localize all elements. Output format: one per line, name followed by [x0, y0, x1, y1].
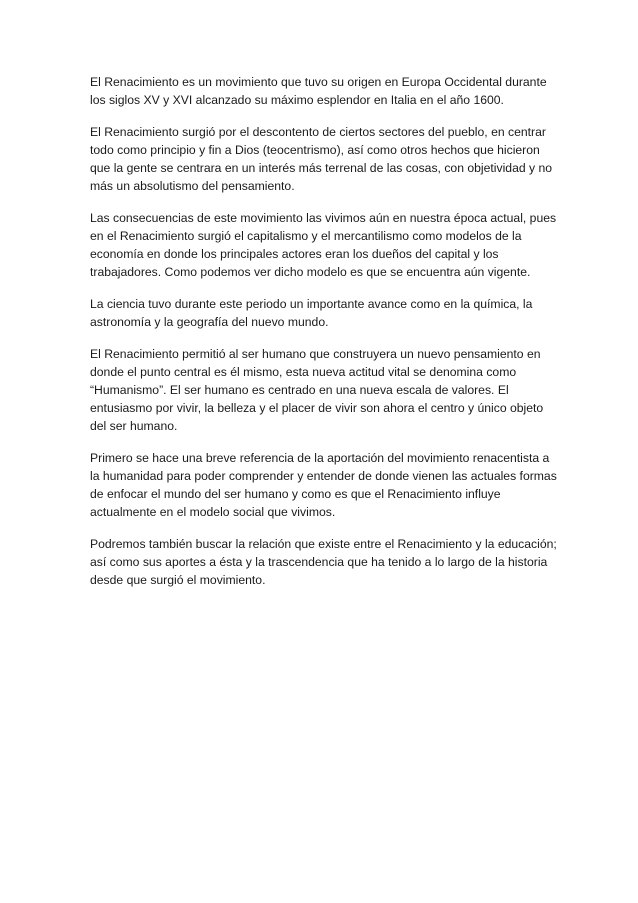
paragraph-line: que la gente se centrara en un interés más terrenal de las cosas, con objetividad y no — [90, 161, 553, 175]
paragraph-4 — [90, 295, 560, 331]
paragraph-line: Primero se hace una breve referencia de la aportación del movimiento renacentista a — [90, 451, 550, 465]
paragraph-2 — [90, 123, 560, 195]
paragraph-line: todo como principio y fin a Dios (teocentrismo), así como otros hechos que hicieron — [90, 143, 540, 157]
paragraph-line: donde el punto central es él mismo, esta nueva actitud vital se denomina como — [90, 365, 517, 379]
paragraph-line: la humanidad para poder comprender y entender de donde vienen las actuales formas — [90, 469, 557, 483]
paragraph-line: desde que surgió el movimiento. — [90, 573, 266, 587]
paragraph-line: El Renacimiento permitió al ser humano que construyera un nuevo pensamiento en — [90, 347, 541, 361]
paragraph-line: La ciencia tuvo durante este periodo un importante avance como en la química, la — [90, 297, 533, 311]
paragraph-line: del ser humano. — [90, 419, 178, 433]
paragraph-3 — [90, 209, 560, 281]
paragraph-5 — [90, 345, 560, 435]
paragraph-6 — [90, 449, 560, 521]
paragraph-line: El Renacimiento surgió por el descontento de ciertos sectores del pueblo, en centrar — [90, 125, 546, 139]
paragraph-line: trabajadores. Como podemos ver dicho modelo es que se encuentra aún vigente. — [90, 265, 531, 279]
paragraph-line: los siglos XV y XVI alcanzado su máximo esplendor en Italia en el año 1600. — [90, 93, 504, 107]
paragraph-line: así como sus aportes a ésta y la trascendencia que ha tenido a lo largo de la historia — [90, 555, 548, 569]
paragraph-1 — [90, 73, 560, 109]
paragraph-line: astronomía y la geografía del nuevo mundo. — [90, 315, 329, 329]
paragraph-line: “Humanismo”. El ser humano es centrado en una nueva escala de valores. El — [90, 383, 509, 397]
paragraph-line: economía en donde los principales actores eran los dueños del capital y los — [90, 247, 499, 261]
paragraph-line: Las consecuencias de este movimiento las vivimos aún en nuestra época actual, pues — [90, 211, 557, 225]
paragraph-line: entusiasmo por vivir, la belleza y el placer de vivir son ahora el centro y único objeto — [90, 401, 544, 415]
paragraph-line: Podremos también buscar la relación que existe entre el Renacimiento y la educación; — [90, 537, 557, 551]
paragraph-line: en el Renacimiento surgió el capitalismo y el mercantilismo como modelos de la — [90, 229, 522, 243]
paragraph-7 — [90, 535, 560, 589]
paragraph-line: El Renacimiento es un movimiento que tuvo su origen en Europa Occidental durante — [90, 75, 547, 89]
document-body — [90, 73, 560, 603]
paragraph-line: actualmente en el modelo social que vivimos. — [90, 505, 336, 519]
paragraph-line: de enfocar el mundo del ser humano y como es que el Renacimiento influye — [90, 487, 501, 501]
paragraph-line: más un absolutismo del pensamiento. — [90, 179, 295, 193]
